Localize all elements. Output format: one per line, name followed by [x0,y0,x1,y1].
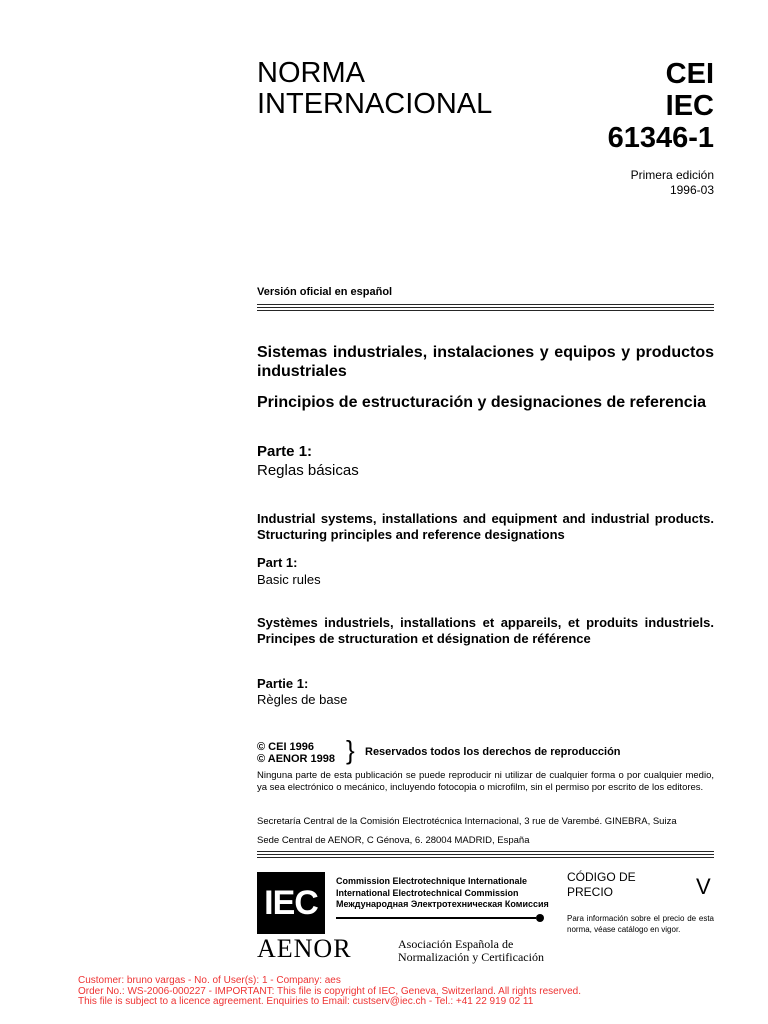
watermark-line1: Customer: bruno vargas - No. of User(s): 1 - Company: aes [78,975,341,986]
commission-fr: Commission Electrotechnique Internationale [336,876,528,886]
code-iec: IEC [665,90,714,122]
iec-secretariat: Secretaría Central de la Comisión Electrotécnica Internacional, 3 rue de Varembé. GINEBRA, Suiza [257,816,677,827]
edition-info [631,168,714,198]
part-en-label: Part 1: [257,555,298,570]
aenor-line1: Asociación Española de [398,937,514,951]
iec-logo: IEC [257,872,325,934]
standard-code [608,58,714,154]
title-es-2: Principios de estructuración y designaciones de referencia [257,394,707,411]
divider-bottom [257,851,714,858]
part-en-name: Basic rules [257,572,321,587]
copyright-cei: © CEI 1996 [257,741,315,753]
price-code-label [567,870,636,900]
commission-names [336,876,549,911]
edition-date: 1996-03 [669,183,714,197]
aenor-logo: AENOR [257,934,352,963]
reproduction-notice: Ninguna parte de esta publicación se puede reproducir ni utilizar de cualquier forma o por cualquier medio, ya sea electrónico o mecánico, incluyendo fotocopia o microfilm, sin el permiso por escrito de los editores. [257,770,714,793]
divider-top [257,304,714,311]
aenor-line2: Normalización y Certificación [398,950,544,964]
official-version: Versión oficial en español [257,286,393,298]
aenor-headquarters: Sede Central de AENOR, C Génova, 6. 28004 MADRID, España [257,835,530,846]
title-fr: Systèmes industriels, installations et appareils, et produits industriels. Principes de structuration et désignation de référence [257,615,714,646]
watermark-line2: Order No.: WS-2006-000227 - IMPORTANT: This file is copyright of IEC, Geneva, Switzerland. All rights reserved. [78,985,581,997]
copyright-aenor: © AENOR 1998 [257,753,336,765]
aenor-full-name [398,938,544,964]
part-es-name: Reglas básicas [257,462,359,479]
codigo-line2: PRECIO [567,885,614,899]
watermark-line3: This file is subject to a licence agreement. Enquiries to Email: custserv@iec.ch - Tel.: +41 22 919 02 11 [78,996,534,1007]
edition-label: Primera edición [630,168,714,182]
document-type [257,58,492,120]
dot-icon [536,914,544,922]
commission-ru: Международная Электротехническая Комиссия [336,899,549,909]
norma-line2: INTERNACIONAL [257,88,493,120]
title-en: Industrial systems, installations and equipment and industrial products. Structuring principles and reference designations [257,511,714,542]
commission-underline [336,917,536,919]
license-watermark [78,976,581,1008]
commission-en: International Electrotechnical Commission [336,887,519,898]
code-cei: CEI [665,58,714,90]
codigo-line1: CÓDIGO DE [567,870,636,884]
rights-reserved: Reservados todos los derechos de reproducción [365,746,621,758]
code-number: 61346-1 [607,122,714,154]
copyright-holders [257,741,335,765]
norma-line1: NORMA [257,57,365,89]
title-es-1: Sistemas industriales, instalaciones y equipos y productos industriales [257,344,714,380]
part-fr-name: Règles de base [257,692,348,707]
price-code: V [696,874,711,899]
part-fr-label: Partie 1: [257,676,309,691]
price-info: Para información sobre el precio de esta norma, véase catálogo en vigor. [567,914,714,934]
brace-icon: } [346,735,355,765]
part-es-label: Parte 1: [257,443,313,460]
